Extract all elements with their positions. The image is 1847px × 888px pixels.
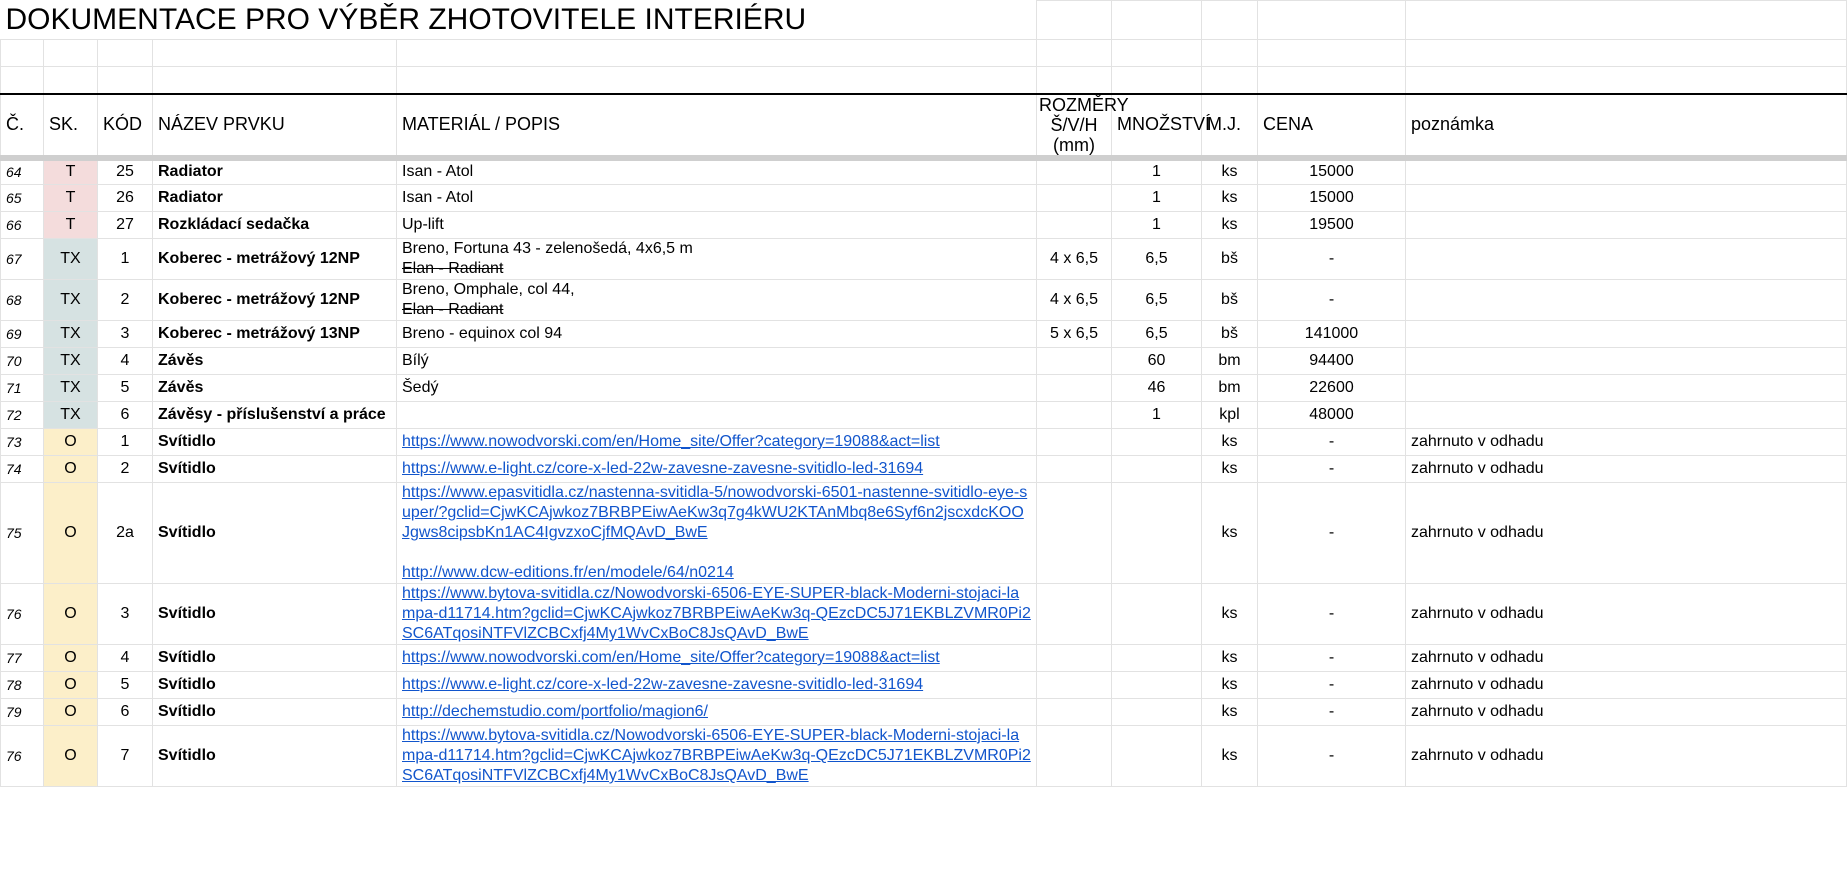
price-cell[interactable]: - — [1258, 280, 1406, 321]
unit-cell[interactable]: ks — [1202, 672, 1258, 699]
header-dimensions[interactable]: ROZMĚRY Š/V/H (mm) — [1037, 94, 1112, 158]
quantity-cell[interactable]: 46 — [1112, 375, 1202, 402]
material-cell[interactable] — [397, 158, 1037, 185]
quantity-cell[interactable]: 60 — [1112, 348, 1202, 375]
dimensions-cell[interactable] — [1037, 645, 1112, 672]
blank-row — [1, 40, 1847, 67]
material-link[interactable]: https://www.e-light.cz/core-x-led-22w-zavesne-zavesne-svitidlo-led-31694 — [402, 676, 924, 693]
empty-cell[interactable] — [44, 40, 98, 67]
note-cell[interactable] — [1406, 321, 1847, 348]
empty-cell[interactable] — [1, 40, 44, 67]
price-cell[interactable]: - — [1258, 456, 1406, 483]
code-cell[interactable]: 3 — [98, 321, 153, 348]
material-link[interactable]: https://www.bytova-svitidla.cz/Nowodvorski-6506-EYE-SUPER-black-Moderni-stojaci-lampa-d11714.htm?gclid=CjwKCAjwkoz7BRBPEiwAeKw3q-QEzcDC5J71EKBLZVMR0Pi2SC6ATqosiNTFVlZCBCxfj4My1WvCxBoC8JsQAvD_BwE — [402, 727, 1031, 784]
unit-cell[interactable]: bš — [1202, 321, 1258, 348]
dimensions-cell[interactable] — [1037, 158, 1112, 185]
quantity-cell[interactable] — [1112, 483, 1202, 584]
quantity-cell[interactable] — [1112, 429, 1202, 456]
empty-cell[interactable] — [1037, 67, 1112, 94]
table-row — [1, 456, 1847, 483]
material-link[interactable]: https://www.e-light.cz/core-x-led-22w-zavesne-zavesne-svitidlo-led-31694 — [402, 460, 924, 477]
code-cell[interactable]: 26 — [98, 185, 153, 212]
empty-cell[interactable] — [1037, 1, 1112, 40]
table-row — [1, 584, 1847, 645]
unit-cell[interactable]: ks — [1202, 185, 1258, 212]
quantity-cell[interactable] — [1112, 456, 1202, 483]
category-cell[interactable]: TX — [44, 280, 98, 321]
empty-cell[interactable] — [1112, 67, 1202, 94]
table-row — [1, 375, 1847, 402]
unit-cell[interactable]: ks — [1202, 584, 1258, 645]
note-cell[interactable]: zahrnuto v odhadu — [1406, 584, 1847, 645]
category-cell[interactable]: O — [44, 699, 98, 726]
row-number[interactable]: 66 — [1, 212, 44, 239]
header-unit[interactable]: M.J. — [1202, 94, 1258, 158]
dimensions-cell[interactable] — [1037, 185, 1112, 212]
material-cell[interactable] — [397, 699, 1037, 726]
quantity-cell[interactable]: 1 — [1112, 158, 1202, 185]
material-cell[interactable] — [397, 321, 1037, 348]
category-cell[interactable]: O — [44, 429, 98, 456]
unit-cell[interactable]: ks — [1202, 726, 1258, 787]
price-cell[interactable]: 22600 — [1258, 375, 1406, 402]
table-row — [1, 158, 1847, 185]
header-sk[interactable]: SK. — [44, 94, 98, 158]
material-cell[interactable] — [397, 348, 1037, 375]
name-cell[interactable]: Závěsy - příslušenství a práce — [153, 402, 397, 429]
category-cell[interactable]: TX — [44, 348, 98, 375]
table-row — [1, 321, 1847, 348]
unit-cell[interactable]: bš — [1202, 239, 1258, 280]
price-cell[interactable]: 15000 — [1258, 185, 1406, 212]
price-cell[interactable]: - — [1258, 672, 1406, 699]
code-cell[interactable]: 4 — [98, 645, 153, 672]
name-cell[interactable]: Závěs — [153, 375, 397, 402]
note-cell[interactable] — [1406, 280, 1847, 321]
empty-cell[interactable] — [1, 67, 44, 94]
note-cell[interactable]: zahrnuto v odhadu — [1406, 726, 1847, 787]
category-cell[interactable]: O — [44, 645, 98, 672]
row-number[interactable]: 69 — [1, 321, 44, 348]
price-cell[interactable]: 94400 — [1258, 348, 1406, 375]
dimensions-cell[interactable] — [1037, 375, 1112, 402]
category-cell[interactable]: TX — [44, 375, 98, 402]
code-cell[interactable]: 6 — [98, 699, 153, 726]
dimensions-cell[interactable] — [1037, 402, 1112, 429]
name-cell[interactable]: Radiator — [153, 185, 397, 212]
material-link[interactable]: http://www.dcw-editions.fr/en/modele/64/n0214 — [402, 564, 734, 581]
table-row — [1, 402, 1847, 429]
category-cell[interactable]: TX — [44, 239, 98, 280]
unit-cell[interactable]: bm — [1202, 348, 1258, 375]
material-link[interactable]: https://www.bytova-svitidla.cz/Nowodvorski-6506-EYE-SUPER-black-Moderni-stojaci-lampa-d11714.htm?gclid=CjwKCAjwkoz7BRBPEiwAeKw3q-QEzcDC5J71EKBLZVMR0Pi2SC6ATqosiNTFVlZCBCxfj4My1WvCxBoC8JsQAvD_BwE — [402, 585, 1031, 642]
unit-cell[interactable]: ks — [1202, 699, 1258, 726]
empty-cell[interactable] — [397, 67, 1037, 94]
empty-cell[interactable] — [1406, 1, 1847, 40]
material-cell[interactable] — [397, 645, 1037, 672]
table-row — [1, 185, 1847, 212]
note-cell[interactable] — [1406, 348, 1847, 375]
quantity-cell[interactable] — [1112, 672, 1202, 699]
price-cell[interactable]: - — [1258, 726, 1406, 787]
unit-cell[interactable]: ks — [1202, 456, 1258, 483]
empty-cell[interactable] — [1037, 40, 1112, 67]
empty-cell[interactable] — [397, 40, 1037, 67]
row-number[interactable]: 67 — [1, 239, 44, 280]
material-link[interactable]: https://www.epasvitidla.cz/nastenna-svitidla-5/nowodvorski-6501-nastenne-svitidlo-eye-super/?gclid=CjwKCAjwkoz7BRBPEiwAeKw3q7g4kWU2KTAnMbq8e6Syf6n2jscxdcKOOJgws8cipsbKn1AC4IgvzxoCjfMQAvD_BwE — [402, 484, 1028, 541]
table-row — [1, 645, 1847, 672]
empty-cell[interactable] — [1202, 67, 1258, 94]
dimensions-cell[interactable] — [1037, 726, 1112, 787]
row-number[interactable]: 78 — [1, 672, 44, 699]
name-cell[interactable]: Svítidlo — [153, 456, 397, 483]
material-text: Bílý — [402, 352, 429, 369]
row-number[interactable]: 73 — [1, 429, 44, 456]
table-row — [1, 239, 1847, 280]
code-cell[interactable]: 4 — [98, 348, 153, 375]
dimensions-cell[interactable] — [1037, 584, 1112, 645]
empty-cell[interactable] — [153, 67, 397, 94]
empty-cell[interactable] — [1202, 1, 1258, 40]
table-row — [1, 280, 1847, 321]
quantity-cell[interactable] — [1112, 699, 1202, 726]
note-cell[interactable]: zahrnuto v odhadu — [1406, 483, 1847, 584]
material-text: Šedý — [402, 379, 439, 396]
name-cell[interactable]: Svítidlo — [153, 699, 397, 726]
quantity-cell[interactable]: 1 — [1112, 212, 1202, 239]
name-cell[interactable]: Svítidlo — [153, 672, 397, 699]
code-cell[interactable]: 1 — [98, 429, 153, 456]
note-cell[interactable] — [1406, 212, 1847, 239]
note-cell[interactable] — [1406, 375, 1847, 402]
dimensions-cell[interactable] — [1037, 456, 1112, 483]
code-cell[interactable]: 2 — [98, 456, 153, 483]
name-cell[interactable]: Rozkládací sedačka — [153, 212, 397, 239]
code-cell[interactable]: 3 — [98, 584, 153, 645]
material-text: Up-lift — [402, 216, 444, 233]
unit-cell[interactable]: bm — [1202, 375, 1258, 402]
material-cell[interactable] — [397, 483, 1037, 584]
material-cell[interactable] — [397, 726, 1037, 787]
note-cell[interactable] — [1406, 158, 1847, 185]
material-link[interactable]: http://dechemstudio.com/portfolio/magion6/ — [402, 703, 708, 720]
header-price[interactable]: CENA — [1258, 94, 1406, 158]
material-cell[interactable] — [397, 584, 1037, 645]
material-text: Breno, Fortuna 43 - zelenošedá, 4x6,5 m — [402, 240, 693, 257]
empty-cell[interactable] — [1202, 40, 1258, 67]
row-number[interactable]: 79 — [1, 699, 44, 726]
note-cell[interactable]: zahrnuto v odhadu — [1406, 456, 1847, 483]
material-cell[interactable] — [397, 280, 1037, 321]
row-number[interactable]: 71 — [1, 375, 44, 402]
name-cell[interactable]: Svítidlo — [153, 584, 397, 645]
dimensions-cell[interactable] — [1037, 348, 1112, 375]
category-cell[interactable]: O — [44, 483, 98, 584]
row-number[interactable]: 64 — [1, 158, 44, 185]
table-row — [1, 212, 1847, 239]
empty-cell[interactable] — [153, 40, 397, 67]
empty-cell[interactable] — [1406, 67, 1847, 94]
note-cell[interactable]: zahrnuto v odhadu — [1406, 672, 1847, 699]
category-cell[interactable]: O — [44, 672, 98, 699]
row-number[interactable]: 76 — [1, 584, 44, 645]
name-cell[interactable]: Závěs — [153, 348, 397, 375]
row-number[interactable]: 76 — [1, 726, 44, 787]
price-cell[interactable]: - — [1258, 239, 1406, 280]
empty-cell[interactable] — [44, 67, 98, 94]
empty-cell[interactable] — [98, 67, 153, 94]
note-cell[interactable] — [1406, 239, 1847, 280]
category-cell[interactable]: O — [44, 726, 98, 787]
quantity-cell[interactable]: 1 — [1112, 185, 1202, 212]
note-cell[interactable] — [1406, 185, 1847, 212]
code-cell[interactable]: 5 — [98, 672, 153, 699]
dimensions-cell[interactable]: 4 x 6,5 — [1037, 280, 1112, 321]
price-cell[interactable]: - — [1258, 483, 1406, 584]
category-cell[interactable]: T — [44, 212, 98, 239]
price-cell[interactable]: - — [1258, 429, 1406, 456]
unit-cell[interactable]: kpl — [1202, 402, 1258, 429]
material-link[interactable]: https://www.nowodvorski.com/en/Home_site/Offer?category=19088&act=list — [402, 649, 940, 666]
material-struck-text: Elan - Radiant — [402, 301, 504, 318]
material-cell[interactable] — [397, 672, 1037, 699]
name-cell[interactable]: Svítidlo — [153, 645, 397, 672]
price-cell[interactable]: - — [1258, 584, 1406, 645]
table-row — [1, 429, 1847, 456]
code-cell[interactable]: 25 — [98, 158, 153, 185]
header-note[interactable]: poznámka — [1406, 94, 1847, 158]
code-cell[interactable]: 7 — [98, 726, 153, 787]
material-text: Breno - equinox col 94 — [402, 325, 563, 342]
category-cell[interactable]: TX — [44, 321, 98, 348]
empty-cell[interactable] — [98, 40, 153, 67]
row-number[interactable]: 75 — [1, 483, 44, 584]
category-cell[interactable]: TX — [44, 402, 98, 429]
price-cell[interactable]: 48000 — [1258, 402, 1406, 429]
code-cell[interactable]: 2 — [98, 280, 153, 321]
table-row — [1, 483, 1847, 584]
unit-cell[interactable]: ks — [1202, 212, 1258, 239]
unit-cell[interactable]: ks — [1202, 158, 1258, 185]
name-cell[interactable]: Svítidlo — [153, 726, 397, 787]
title-row — [1, 1, 1847, 40]
document-title[interactable]: DOKUMENTACE PRO VÝBĚR ZHOTOVITELE INTERIÉRU — [1, 1, 1037, 40]
name-cell[interactable]: Radiator — [153, 158, 397, 185]
header-num[interactable]: Č. — [1, 94, 44, 158]
dimensions-cell[interactable] — [1037, 483, 1112, 584]
unit-cell[interactable]: ks — [1202, 429, 1258, 456]
price-cell[interactable]: 19500 — [1258, 212, 1406, 239]
blank-row — [1, 67, 1847, 94]
note-cell[interactable]: zahrnuto v odhadu — [1406, 645, 1847, 672]
header-row — [1, 94, 1847, 158]
table-row — [1, 348, 1847, 375]
row-number[interactable]: 77 — [1, 645, 44, 672]
material-struck-text: Elan - Radiant — [402, 260, 504, 277]
material-cell[interactable] — [397, 185, 1037, 212]
material-text: Breno, Omphale, col 44, — [402, 281, 575, 298]
price-cell[interactable]: - — [1258, 699, 1406, 726]
row-number[interactable]: 70 — [1, 348, 44, 375]
dimensions-cell[interactable]: 5 x 6,5 — [1037, 321, 1112, 348]
table-row — [1, 726, 1847, 787]
material-cell[interactable] — [397, 212, 1037, 239]
empty-cell[interactable] — [1112, 40, 1202, 67]
name-cell[interactable]: Koberec - metrážový 12NP — [153, 239, 397, 280]
empty-cell[interactable] — [1258, 67, 1406, 94]
header-kod[interactable]: KÓD — [98, 94, 153, 158]
material-cell[interactable] — [397, 239, 1037, 280]
quantity-cell[interactable] — [1112, 726, 1202, 787]
dimensions-cell[interactable] — [1037, 699, 1112, 726]
row-number[interactable]: 72 — [1, 402, 44, 429]
dimensions-cell[interactable] — [1037, 212, 1112, 239]
code-cell[interactable]: 5 — [98, 375, 153, 402]
code-cell[interactable]: 6 — [98, 402, 153, 429]
name-cell[interactable]: Koberec - metrážový 12NP — [153, 280, 397, 321]
quantity-cell[interactable]: 6,5 — [1112, 239, 1202, 280]
price-cell[interactable]: 141000 — [1258, 321, 1406, 348]
empty-cell[interactable] — [1406, 40, 1847, 67]
material-cell[interactable] — [397, 429, 1037, 456]
material-text: Isan - Atol — [402, 189, 474, 206]
quantity-cell[interactable] — [1112, 584, 1202, 645]
dimensions-cell[interactable]: 4 x 6,5 — [1037, 239, 1112, 280]
empty-cell[interactable] — [1258, 40, 1406, 67]
unit-cell[interactable]: ks — [1202, 483, 1258, 584]
row-number[interactable]: 74 — [1, 456, 44, 483]
price-cell[interactable]: 15000 — [1258, 158, 1406, 185]
note-cell[interactable]: zahrnuto v odhadu — [1406, 429, 1847, 456]
code-cell[interactable]: 1 — [98, 239, 153, 280]
name-cell[interactable]: Svítidlo — [153, 483, 397, 584]
note-cell[interactable]: zahrnuto v odhadu — [1406, 699, 1847, 726]
unit-cell[interactable]: bš — [1202, 280, 1258, 321]
note-cell[interactable] — [1406, 402, 1847, 429]
code-cell[interactable]: 2a — [98, 483, 153, 584]
table-body — [1, 1, 1847, 787]
table-row — [1, 699, 1847, 726]
quantity-cell[interactable]: 6,5 — [1112, 321, 1202, 348]
material-cell[interactable] — [397, 402, 1037, 429]
unit-cell[interactable]: ks — [1202, 645, 1258, 672]
material-text: Isan - Atol — [402, 163, 474, 181]
row-number[interactable]: 65 — [1, 185, 44, 212]
header-name[interactable]: NÁZEV PRVKU — [153, 94, 397, 158]
category-cell[interactable]: T — [44, 158, 98, 185]
header-material[interactable]: MATERIÁL / POPIS — [397, 94, 1037, 158]
material-cell[interactable] — [397, 375, 1037, 402]
name-cell[interactable]: Koberec - metrážový 13NP — [153, 321, 397, 348]
table-row — [1, 672, 1847, 699]
category-cell[interactable]: O — [44, 456, 98, 483]
quantity-cell[interactable]: 6,5 — [1112, 280, 1202, 321]
row-number[interactable]: 68 — [1, 280, 44, 321]
header-quantity[interactable]: MNOŽSTVÍ — [1112, 94, 1202, 158]
dimensions-cell[interactable] — [1037, 429, 1112, 456]
category-cell[interactable]: T — [44, 185, 98, 212]
code-cell[interactable]: 27 — [98, 212, 153, 239]
quantity-cell[interactable] — [1112, 645, 1202, 672]
price-cell[interactable]: - — [1258, 645, 1406, 672]
empty-cell[interactable] — [1112, 1, 1202, 40]
material-link[interactable]: https://www.nowodvorski.com/en/Home_site/Offer?category=19088&act=list — [402, 433, 940, 450]
quantity-cell[interactable]: 1 — [1112, 402, 1202, 429]
name-cell[interactable]: Svítidlo — [153, 429, 397, 456]
material-cell[interactable] — [397, 456, 1037, 483]
category-cell[interactable]: O — [44, 584, 98, 645]
empty-cell[interactable] — [1258, 1, 1406, 40]
dimensions-cell[interactable] — [1037, 672, 1112, 699]
